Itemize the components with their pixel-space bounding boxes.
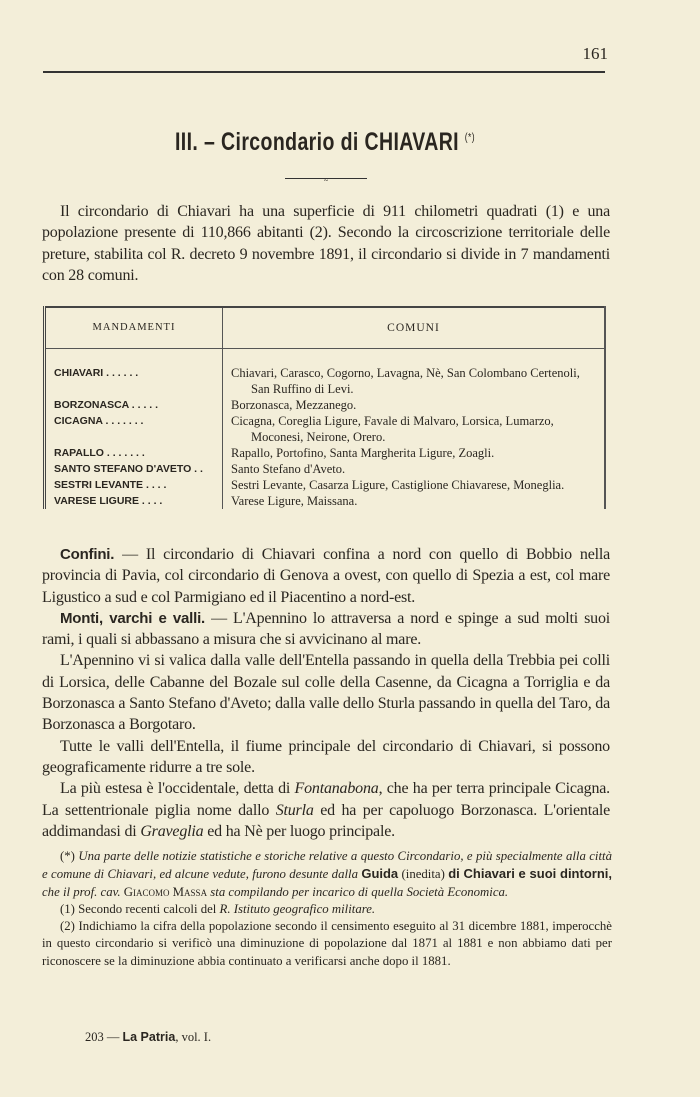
title-footnote-mark: (*) xyxy=(464,131,476,144)
comuni-text: Cicagna, Coreglia Ligure, Favale di Malvaro, Lorsica, Lumarzo, Moconesi, Neirone, Orero. xyxy=(231,414,554,444)
page-number: 161 xyxy=(582,44,608,63)
t: Graveglia xyxy=(140,822,204,840)
footnote-2: (2) Indichiamo la cifra della popolazione secondo il censimento eseguito al 31 dicembre 1881, imperocchè in questo circondario si verificò una diminuzione di popolazione dal 1871 al 1881 e non abbiamo dati per riconoscere se la diminuzione abbia continuato a verificarsi anche dopo il 1881. xyxy=(42,919,612,968)
signature-line xyxy=(85,1030,211,1045)
table-row xyxy=(45,397,606,413)
confini-paragraph xyxy=(42,544,610,608)
comuni-text: Sestri Levante, Casarza Ligure, Castiglione Chiavarese, Moneglia. xyxy=(231,478,565,492)
mandamento-cell: CICAGNA . . . . . . . xyxy=(45,413,223,445)
mandamento-cell: SANTO STEFANO D'AVETO . . xyxy=(45,461,223,477)
intro-text: Il circondario di Chiavari ha una superficie di 911 chilometri quadrati (1) e una popolazione presente di 110,866 abitanti (2). Secondo la circoscrizione territoriale delle preture, stabilita col R. decreto 9 novembre 1891, il circondario si divide in 7 mandamenti con 28 comuni. xyxy=(42,203,610,284)
t: ed ha per capoluogo Borzonasca. L'orientale addimandasi di xyxy=(42,801,610,840)
valli-detail-paragraph xyxy=(42,778,610,842)
monti-text: — L'Apennino lo attraversa a nord e spinge a sud molti suoi rami, i quali si abbassano a misura che si avvicinano al mare. xyxy=(42,609,610,649)
table-row xyxy=(45,493,606,509)
t: che il prof. cav. xyxy=(42,884,124,899)
valli-paragraph: Tutte le valli dell'Entella, il fiume principale del circondario di Chiavari, si possono geograficamente ridurre a tre sole. xyxy=(42,737,610,776)
mandamento-cell: VARESE LIGURE . . . . xyxy=(45,493,223,509)
comuni-cell xyxy=(223,397,606,413)
t: La più estesa è l'occidentale, detta di xyxy=(60,780,295,798)
footnote-star xyxy=(42,848,612,901)
footnote-1 xyxy=(42,901,612,918)
confini-heading: Confini. xyxy=(60,546,115,563)
t: R. Istituto geografico militare. xyxy=(219,901,376,916)
valichi-paragraph: L'Apennino vi si valica dalla valle dell'Entella passando in quella della Trebbia pei colli di Lorsica, delle Cabanne del Bozale sul colle della Casenne, da Cicagna a Torriglia e da Borzonasca a Santo Stefano d'Aveto; dalla valle dello Sturla passando in quella del Taro, da Borzonasca a Borgotaro. xyxy=(42,652,610,734)
title-text: III. – Circondario di CHIAVARI xyxy=(174,128,459,156)
table-row xyxy=(45,445,606,461)
header-mandamenti: MANDAMENTI xyxy=(45,307,223,349)
t: ed ha Nè per luogo principale. xyxy=(203,822,395,840)
t: Fontanabona xyxy=(294,780,379,798)
comuni-cell xyxy=(223,493,606,509)
t: Una parte delle notizie statistiche e storiche relative a questo Circondario, e più specialmente alla città e comune di Chiavari, ed alcune vedute, furono desunte dalla xyxy=(42,849,612,882)
t: La Patria xyxy=(122,1030,176,1044)
body-text xyxy=(42,544,610,842)
comuni-cell xyxy=(223,413,606,445)
comuni-cell xyxy=(223,445,606,461)
header-comuni: COMUNI xyxy=(223,307,606,349)
t: Giacomo Massa xyxy=(123,884,208,899)
comuni-cell xyxy=(223,477,606,493)
monti-paragraph xyxy=(42,608,610,651)
comuni-text: Borzonasca, Mezzanego. xyxy=(231,398,357,412)
comuni-text: Rapallo, Portofino, Santa Margherita Ligure, Zoagli. xyxy=(231,446,495,460)
t: , che ha per terra principale Cicagna. La settentrionale piglia nome dallo xyxy=(42,780,610,819)
t: Guida xyxy=(361,866,399,882)
t: (*) xyxy=(60,849,79,863)
ornament-divider: ~ xyxy=(285,178,367,185)
mandamento-cell: CHIAVARI . . . . . . xyxy=(45,349,223,398)
t: (1) Secondo recenti calcoli del xyxy=(60,901,220,916)
table-row xyxy=(45,349,606,398)
mandamenti-table xyxy=(43,306,606,509)
confini-text: — Il circondario di Chiavari confina a nord con quello di Bobbio nella provincia di Pavia, col circondario di Genova a ovest, con quello di Spezia a est, col mare Ligustico a sud e col Parmigiano ed il Piacentino a nord-est. xyxy=(42,546,610,606)
t: , vol. I. xyxy=(175,1030,212,1044)
t: Sturla xyxy=(275,801,314,819)
chapter-title xyxy=(72,128,579,157)
mandamento-cell: SESTRI LEVANTE . . . . xyxy=(45,477,223,493)
t: sta compilando per incarico di quella Società Economica. xyxy=(207,884,509,899)
table-row xyxy=(45,413,606,445)
table-row xyxy=(45,461,606,477)
footnotes xyxy=(42,848,612,970)
comuni-text: Chiavari, Carasco, Cogorno, Lavagna, Nè, San Colombano Certenoli, San Ruffino di Levi. xyxy=(231,366,580,396)
comuni-text: Varese Ligure, Maissana. xyxy=(231,494,358,508)
comuni-cell xyxy=(223,349,606,398)
t: 203 — xyxy=(85,1030,123,1044)
intro-paragraph xyxy=(42,201,610,286)
monti-heading: Monti, varchi e valli. xyxy=(60,609,206,627)
mandamento-cell: RAPALLO . . . . . . . xyxy=(45,445,223,461)
header-rule xyxy=(43,71,605,73)
comuni-cell xyxy=(223,461,606,477)
table-row xyxy=(45,477,606,493)
t: di Chiavari e suoi dintorni, xyxy=(448,866,612,882)
comuni-text: Santo Stefano d'Aveto. xyxy=(231,462,346,476)
t: (inedita) xyxy=(398,867,449,882)
mandamento-cell: BORZONASCA . . . . . xyxy=(45,397,223,413)
